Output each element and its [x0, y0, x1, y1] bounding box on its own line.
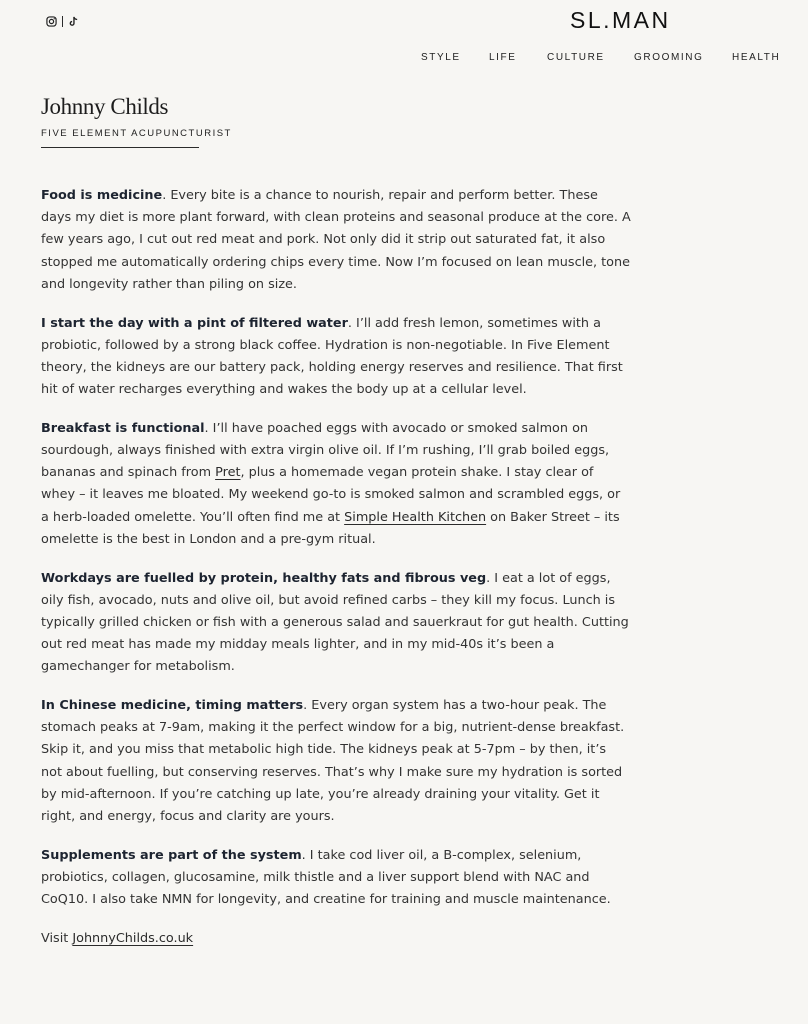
- paragraph-text: , plus a homemade vegan protein shake. I stay clear of whey – it leaves me bloated. My weekend go-to is smoked salmon and scrambled eggs, or a herb-loaded omelette. You’ll often find me at: [41, 465, 621, 525]
- paragraph-lead: Workdays are fuelled by protein, healthy fats and fibrous veg: [41, 570, 487, 586]
- paragraph-text: . I’ll add fresh lemon, sometimes with a probiotic, followed by a strong black coffee. Hydration is non-negotiable. In Five Element theory, the kidneys are our battery pack, holding energy reserves and resilience. That first hit of water recharges everything and wakes the body up at a cellular level.: [41, 315, 623, 398]
- paragraph-lead: Supplements are part of the system: [41, 847, 302, 863]
- paragraph-lead: Breakfast is functional: [41, 420, 205, 436]
- paragraph-workdays: [41, 568, 631, 679]
- paragraph-text: . I eat a lot of eggs, oily fish, avocado, nuts and olive oil, but avoid refined carbs – they kill my focus. Lunch is typically grilled chicken or fish with a generous salad and sauerkraut for gut health. Cutting out red meat has made my midday meals lighter, and in my mid-40s it’s been a gamechanger for metabolism.: [41, 570, 629, 675]
- article-body: [41, 185, 631, 967]
- author-role: FIVE ELEMENT ACUPUNCTURIST: [41, 128, 232, 139]
- paragraph-text: . I take cod liver oil, a B-complex, selenium, probiotics, collagen, glucosamine, milk thistle and a liver support blend with NAC and CoQ10. I also take NMN for longevity, and creatine for training and muscle maintenance.: [41, 847, 611, 908]
- paragraph-lead: In Chinese medicine, timing matters: [41, 698, 304, 714]
- johnnychilds-website-link[interactable]: JohnnyChilds.co.uk: [72, 930, 194, 946]
- site-logo[interactable]: SL.MAN: [570, 7, 671, 33]
- main-nav: [0, 52, 808, 64]
- social-links: [46, 16, 79, 27]
- paragraph-text: on Baker Street – its omelette is the best in London and a pre-gym ritual.: [41, 509, 620, 547]
- visit-prefix: Visit: [41, 930, 73, 946]
- paragraph-lead: Food is medicine: [41, 188, 163, 203]
- paragraph-food-is-medicine: [41, 185, 631, 296]
- paragraph-lead: I start the day with a pint of filtered water: [41, 315, 348, 331]
- nav-item-culture[interactable]: CULTURE: [547, 52, 605, 63]
- social-divider: [62, 16, 63, 27]
- nav-item-style[interactable]: STYLE: [421, 52, 461, 63]
- paragraph-filtered-water: [41, 313, 631, 402]
- paragraph-text: . Every bite is a chance to nourish, repair and perform better. These days my diet is more plant forward, with clean proteins and seasonal produce at the core. A few years ago, I cut out red meat and pork. Not only did it strip out saturated fat, it also stopped me automatically ordering chips every time. Now I’m focused on lean muscle, tone and longevity rather than piling on size.: [41, 188, 631, 292]
- author-name: Johnny Childs: [41, 94, 169, 119]
- instagram-icon[interactable]: [46, 16, 57, 27]
- simple-health-kitchen-link[interactable]: Simple Health Kitchen: [344, 509, 487, 525]
- paragraph-text: . I’ll have poached eggs with avocado or smoked salmon on sourdough, always finished with extra virgin olive oil. If I’m rushing, I’ll grab boiled eggs, bananas and spinach from: [41, 420, 610, 481]
- nav-item-life[interactable]: LIFE: [489, 52, 517, 63]
- paragraph-text: . Every organ system has a two-hour peak. The stomach peaks at 7-9am, making it the perfect window for a big, nutrient-dense breakfast. Skip it, and you miss that metabolic high tide. The kidneys peak at 5-7pm – by then, it’s not about fuelling, but conserving reserves. That’s why I make sure my hydration is sorted by mid-afternoon. If you’re catching up late, you’re already draining your vitality. Get it right, and energy, focus and clarity are yours.: [41, 698, 625, 825]
- pret-link[interactable]: Pret: [215, 465, 241, 481]
- paragraph-timing: [41, 695, 631, 828]
- paragraph-breakfast: [41, 418, 631, 551]
- nav-item-health[interactable]: HEALTH: [732, 52, 781, 63]
- paragraph-supplements: [41, 845, 631, 912]
- visit-line: [41, 928, 631, 950]
- tiktok-icon[interactable]: [68, 16, 79, 27]
- nav-item-grooming[interactable]: GROOMING: [634, 52, 704, 63]
- author-divider: [41, 147, 199, 148]
